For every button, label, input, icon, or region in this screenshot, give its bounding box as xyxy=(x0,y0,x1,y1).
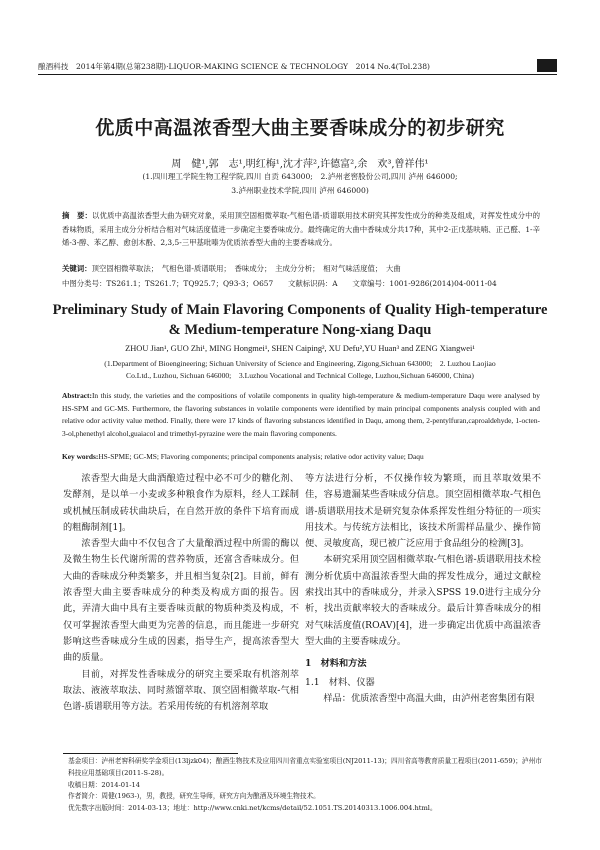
keywords-en xyxy=(62,452,540,461)
abstract-en-text: In this study, the varieties and the compositions of volatile components in quality high-temperature & medium-temperature Daqu were analysed by HS-SPM and GC-MS. Furthermore, the flavoring substances in volatile components were identified by main principal components analysis coupled with and relative odor activity value method. Finally, there were 17 kinds of flavoring substances identified in Daqu, among them, 2-pentylfuran,caproaldehyde, 1-octen-3-ol,phenethyl alcohol,guaiacol and trimethyl-pyrazine were the main flavoring components. xyxy=(62,391,540,438)
affiliation-cn-line-1: (1.四川理工学院生物工程学院,四川 自贡 643000; 2.泸州老窖股份公司,四川 泸州 646000; xyxy=(142,172,458,181)
keywords-en-label: Key words: xyxy=(62,452,99,461)
header-bar xyxy=(537,59,557,72)
keywords-en-text: HS-SPME; GC-MS; Flavoring components; principal components analysis; relative odor activity value; Daqu xyxy=(98,452,424,461)
footnote-received: 收稿日期：2014-01-14 xyxy=(68,780,140,789)
paper-title-en xyxy=(30,300,570,340)
paper-title-en-line-2: & Medium-temperature Nong-xiang Daqu xyxy=(168,322,432,338)
abstract-cn xyxy=(62,209,540,250)
body-column-right xyxy=(305,471,541,707)
section-heading: 1 材料和方法 xyxy=(305,658,367,670)
body-paragraph: 目前，对挥发性香味成分的研究主要采取有机溶剂萃取法、液液萃取法、同时蒸馏萃取、顶空固相微萃取-气相色谱-质谱联用等方法。若采用传统的有机溶剂萃取 xyxy=(63,668,299,713)
keywords-cn-text: 顶空固相微萃取法； 气相色谱-质谱联用； 香味成分； 主成分分析； 相对气味活度值； 大曲 xyxy=(91,264,401,273)
authors-cn: 周 健¹,郭 志¹,明红梅¹,沈才萍²,许德富²,余 欢³,曾祥伟¹ xyxy=(171,159,429,170)
authors-en: ZHOU Jian¹, GUO Zhi¹, MING Hongmei¹, SHEN Caiping², XU Defu²,YU Huan³ and ZENG Xiangwei¹ xyxy=(125,344,475,353)
body-paragraph: 浓香型大曲是大曲酒酿造过程中必不可少的糖化剂、发酵剂，是以单一小麦或多种粮食作为原料，经人工踩制或机械压制成砖状曲块后，在自然开放的条件下培育而成的粗酶制剂[1]。 xyxy=(63,473,299,533)
footnote-author: 作者简介：周健(1963-)，男，教授，研究生导师，研究方向为酿酒及环境生物技术。 xyxy=(68,792,320,801)
abstract-cn-text: 以优质中高温浓香型大曲为研究对象，采用顶空固相微萃取-气相色谱-质谱联用技术研究其挥发性成分的种类及组成，对挥发性成分中的香味物质，采用主成分分析结合相对气味活度值进一步确定主要香味成分。最终确定的大曲中香味成分共17种，其中2-正戊基呋喃、正己醛、1-辛烯-3-醇、苯乙醇、愈创木酚、2,3,5-三甲基吡嗪为优质浓香型大曲的主要香味成分。 xyxy=(62,211,540,247)
paper-title-cn: 优质中高温浓香型大曲主要香味成分的初步研究 xyxy=(95,117,505,139)
affiliation-cn-line-2: 3.泸州职业技术学院,四川 泸州 646000) xyxy=(231,186,369,195)
keywords-cn xyxy=(62,263,540,274)
body-paragraph: 等方法进行分析，不仅操作较为繁琐，而且萃取效果不佳，容易遗漏某些香味成分信息。顶空固相微萃取-气相色谱-质谱联用技术是研究复杂体系挥发性组分特征的一项实用技术。与传统方法相比，该技术所需样品量少、操作简便、灵敏度高，现已被广泛应用于食品组分的检测[3]。 xyxy=(305,473,541,550)
footnote-fund: 基金项目：泸州老窖科研奖学金项目(13ljzk04)；酿酒生物技术及应用四川省重点实验室项目(NJ2011-13)；四川省高等教育质量工程项目(2011-659)；泸州市科技应用基础项目(2011-S-28)。 xyxy=(68,757,542,777)
abstract-cn-label: 摘 要： xyxy=(62,211,93,220)
classification-cn: 中图分类号：TS261.1；TS261.7；TQ925.7；Q93-3；O657 文献标识码：A 文章编号：1001-9286(2014)04-0011-04 xyxy=(62,279,497,288)
affiliations-en xyxy=(60,358,540,382)
footnote-online: 优先数字出版时间：2014-03-13；地址：http://www.cnki.net/kcms/detail/52.1051.TS.20140313.1006.004.html。 xyxy=(68,804,437,813)
abstract-en xyxy=(62,390,540,440)
abstract-en-label: Abstract: xyxy=(62,391,92,400)
body-paragraph: 样品：优质浓香型中高温大曲，由泸州老窖集团有限 xyxy=(323,692,535,704)
keywords-cn-label: 关键词： xyxy=(62,264,92,273)
body-paragraph: 本研究采用顶空固相微萃取-气相色谱-质谱联用技术检测分析优质中高温浓香型大曲的挥发性成分，通过文献检索找出其中的香味成分，并录入SPSS 19.0进行主成分分析，找出贡献率较大的香味成分。最后计算香味成分的相对气味活度值(ROAV)[4]，进一步确定出优质中高温浓香型大曲的主要香味成分。 xyxy=(305,554,541,647)
footnotes xyxy=(68,756,546,815)
affiliation-en-line-1: (1.Department of Bioengineering; Sichuan University of Science and Engineering, Zigong,Sichuan 643000; 2. Luzhou Laojiao xyxy=(104,359,496,368)
header-rule xyxy=(38,74,557,75)
body-column-left xyxy=(63,471,299,715)
subsection-heading: 1.1 材料、仪器 xyxy=(305,676,375,688)
footnote-rule xyxy=(63,753,238,754)
affiliation-en-line-2: Co.Ltd., Luzhou, Sichuan 646000; 3.Luzhou Vocational and Technical College, Luzhou,Sichuan 646000, China) xyxy=(126,371,474,380)
paper-title-en-line-1: Preliminary Study of Main Flavoring Components of Quality High-temperature xyxy=(52,302,548,318)
body-paragraph: 浓香型大曲中不仅包含了大量酿酒过程中所需的酶以及微生物生长代谢所需的营养物质，还富含香味成分。但大曲的香味成分种类繁多，并且相当复杂[2]。目前，鲜有浓香型大曲主要香味成分的种类及构成方面的报告。因此，弄清大曲中具有主要香味贡献的物质种类及构成，不仅可掌握浓香型大曲更为完善的信息，而且能进一步研究影响这些香味成分生成的因素，指导生产，提高浓香型大曲的质量。 xyxy=(63,538,299,664)
journal-header: 酿酒科技 2014年第4期(总第238期)·LIQUOR-MAKING SCIENCE & TECHNOLOGY 2014 No.4(Tol.238) xyxy=(38,62,430,71)
